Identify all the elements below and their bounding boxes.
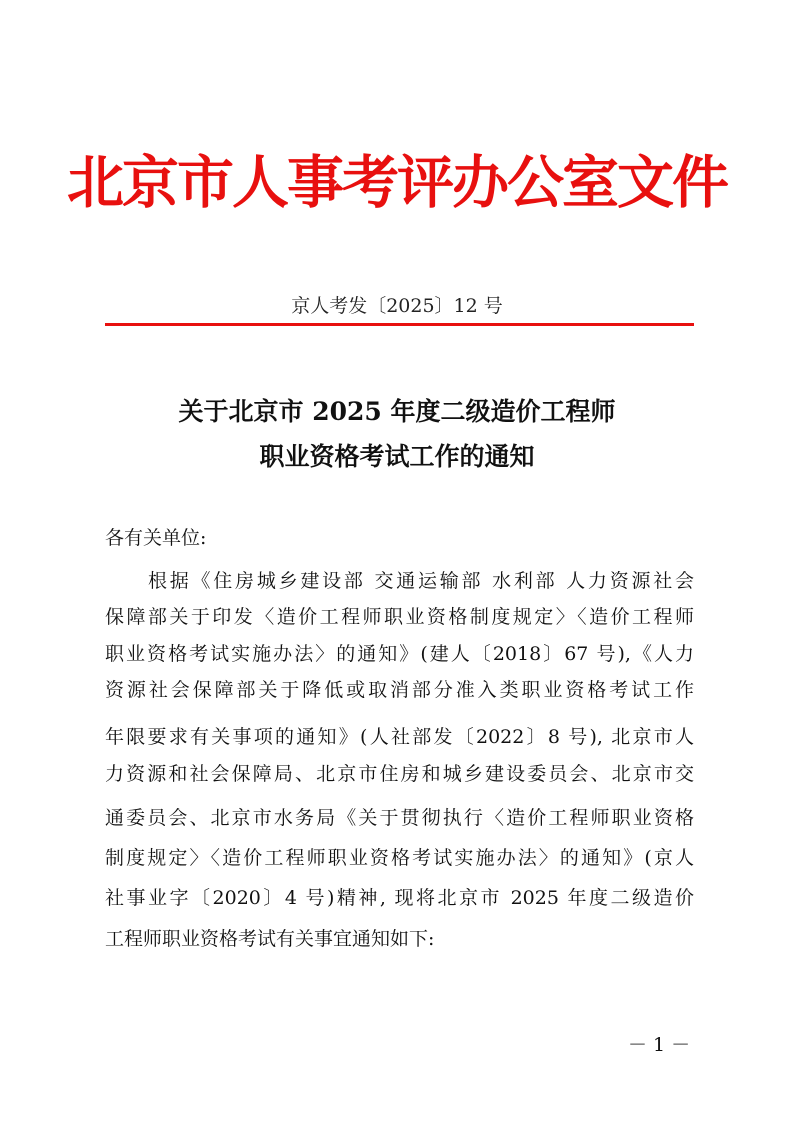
body-text-line: 通委员会、北京市水务局《关于贯彻执行〈造价工程师职业资格 [105,807,694,829]
document-number: 京人考发〔2025〕12 号 [291,295,503,317]
document-title-line-2: 职业资格考试工作的通知 [259,442,535,471]
body-text-line: 工程师职业资格考试有关事宜通知如下: [105,928,435,950]
body-text-line: 制度规定〉〈造价工程师职业资格考试实施办法〉的通知》(京人 [105,847,694,869]
page-number: － 1 － [628,1034,691,1056]
body-text-line: 根据《住房城乡建设部 交通运输部 水利部 人力资源社会 [148,570,694,592]
document-title-line-1: 关于北京市 2025 年度二级造价工程师 [178,397,616,426]
document-header-title: 北京市人事考评办公室文件 [67,150,727,216]
body-text-line: 力资源和社会保障局、北京市住房和城乡建设委员会、北京市交 [105,763,694,785]
body-text-line: 资源社会保障部关于降低或取消部分准入类职业资格考试工作 [105,679,694,701]
body-text-line: 保障部关于印发〈造价工程师职业资格制度规定〉〈造价工程师 [105,606,694,628]
header-red-rule [105,323,694,326]
body-text-line: 社事业字〔2020〕4 号)精神, 现将北京市 2025 年度二级造价 [105,887,694,909]
body-text-line: 年限要求有关事项的通知》(人社部发〔2022〕8 号), 北京市人 [105,726,694,748]
body-text-line: 职业资格考试实施办法〉的通知》(建人〔2018〕67 号),《人力 [105,643,694,665]
salutation: 各有关单位: [105,527,207,549]
